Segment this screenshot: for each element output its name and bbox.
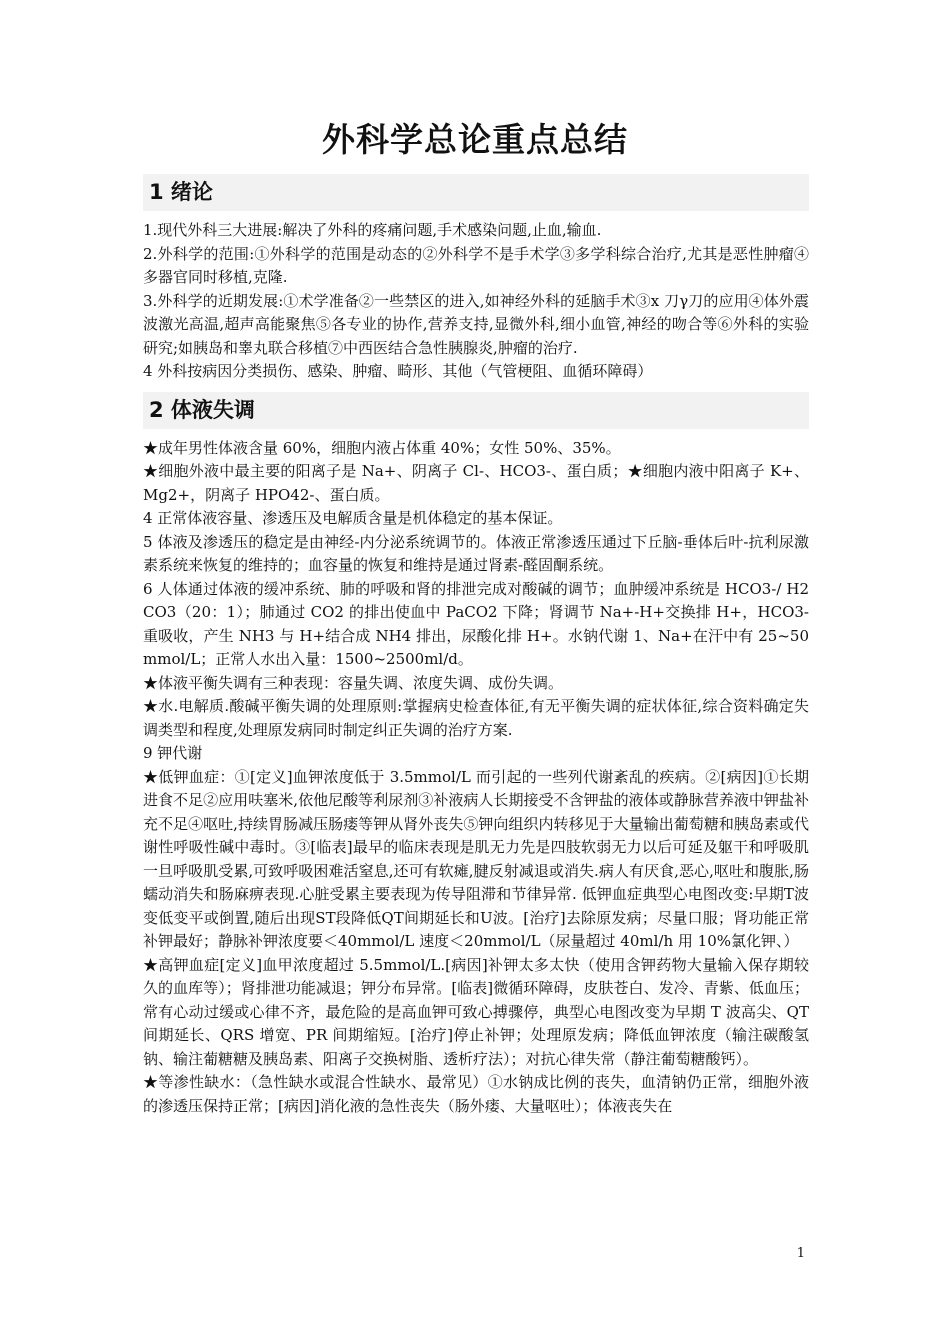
paragraph: 4 外科按病因分类损伤、感染、肿瘤、畸形、其他（气管梗阻、血循环障碍） (143, 362, 653, 380)
section-body-fluid-imbalance (143, 437, 809, 1119)
paragraph: ★水.电解质.酸碱平衡失调的处理原则:掌握病史检查体征,有无平衡失调的症状体征,综合资料确定失调类型和程度,处理原发病同时制定纠正失调的治疗方案. (143, 697, 809, 739)
paragraph: ★体液平衡失调有三种表现：容量失调、浓度失调、成份失调。 (143, 673, 564, 692)
page-title: 外科学总论重点总结 (322, 120, 628, 159)
page-number: 1 (796, 1246, 805, 1261)
section-heading-introduction: 1 绪论 (143, 174, 809, 211)
paragraph: 5 体液及渗透压的稳定是由神经-内分泌系统调节的。体液正常渗透压通过下丘脑-垂体后叶-抗利尿激素系统来恢复的维持的；血容量的恢复和维持是通过肾素-醛固酮系统。 (143, 532, 809, 574)
paragraph: 3.外科学的近期发展:①术学准备②一些禁区的进入,如神经外科的延脑手术③x 刀γ刀的应用④体外震波激光高温,超声高能聚焦⑤各专业的协作,营养支持,显微外科,细小血管,神经的吻合等⑥外科的实验研究;如胰岛和睾丸联合移植⑦中西医结合急性胰腺炎,肿瘤的治疗. (143, 291, 809, 357)
section-body-introduction (143, 219, 809, 384)
document-body (143, 172, 809, 1118)
paragraph: ★细胞外液中最主要的阳离子是 Na+、阴离子 Cl-、HCO3-、蛋白质；★细胞内液中阳离子 K+、Mg2+，阴离子 HPO42-、蛋白质。 (143, 462, 809, 504)
paragraph: 9 钾代谢 (143, 744, 203, 762)
paragraph: 4 正常体液容量、渗透压及电解质含量是机体稳定的基本保证。 (143, 509, 563, 527)
paragraph: ★高钾血症[定义]血甲浓度超过 5.5mmol/L.[病因]补钾太多太快（使用含钾药物大量输入保存期较久的血库等）；肾排泄功能减退；钾分布异常。[临表]微循环障碍，皮肤苍白、发冷、青紫、低血压；常有心动过缓或心律不齐，最危险的是高血钾可致心搏骤停，典型心电图改变为早期 T 波高尖、QT 间期延长、QRS 增宽、PR 间期缩短。[治疗]停止补钾；处理原发病；降低血钾浓度（输注碳酸氢钠、输注葡糖糖及胰岛素、阳离子交换树脂、透析疗法）；对抗心律失常（静注葡萄糖酸钙）。 (143, 955, 809, 1068)
paragraph: ★等渗性缺水：（急性缺水或混合性缺水、最常见）①水钠成比例的丧失，血清钠仍正常，细胞外液的渗透压保持正常；[病因]消化液的急性丧失（肠外瘘、大量呕吐）；体液丧失在 (143, 1073, 809, 1115)
paragraph: 2.外科学的范围:①外科学的范围是动态的②外科学不是手术学③多学科综合治疗,尤其是恶性肿瘤④多器官同时移植,克隆. (143, 244, 809, 286)
paragraph: 6 人体通过体液的缓冲系统、肺的呼吸和肾的排泄完成对酸碱的调节；血肿缓冲系统是 HCO3-/ H2CO3（20：1）；肺通过 CO2 的排出使血中 PaCO2 下降；肾调节 Na+-H+交换排 H+，HCO3-重吸收，产生 NH3 与 H+结合成 NH4 排出，尿酸化排 H+。水钠代谢 1、Na+在汗中有 25~50mmol/L；正常人水出入量：1500~2500ml/d。 (143, 579, 809, 668)
paragraph: ★低钾血症：①[定义]血钾浓度低于 3.5mmol/L 而引起的一些列代谢紊乱的疾病。②[病因]①长期进食不足②应用呋塞米,依他尼酸等利尿剂③补液病人长期接受不含钾盐的液体或静脉营养液中钾盐补充不足④呕吐,持续胃肠减压肠瘘等钾从肾外丧失⑤钾向组织内转移见于大量输出葡萄糖和胰岛素或代谢性呼吸性碱中毒时。③[临表]最早的临床表现是肌无力先是四肢软弱无力以后可延及躯干和呼吸肌一旦呼吸肌受累,可致呼吸困难活窒息,还可有软瘫,腱反射减退或消失.病人有厌食,恶心,呕吐和腹胀,肠蠕动消失和肠麻痹表现.心脏受累主要表现为传导阻滞和节律异常. 低钾血症典型心电图改变:早期T波变低变平或倒置,随后出现ST段降低QT间期延长和U波。[治疗]去除原发病；尽量口服；肾功能正常补钾最好；静脉补钾浓度要＜40mmol/L 速度＜20mmol/L（尿量超过 40ml/h 用 10%氯化钾、） (143, 767, 809, 950)
paragraph: ★成年男性体液含量 60%，细胞内液占体重 40%；女性 50%、35%。 (143, 438, 621, 457)
section-heading-fluid-imbalance: 2 体液失调 (143, 392, 809, 429)
paragraph: 1.现代外科三大进展:解决了外科的疼痛问题,手术感染问题,止血,输血. (143, 221, 602, 239)
